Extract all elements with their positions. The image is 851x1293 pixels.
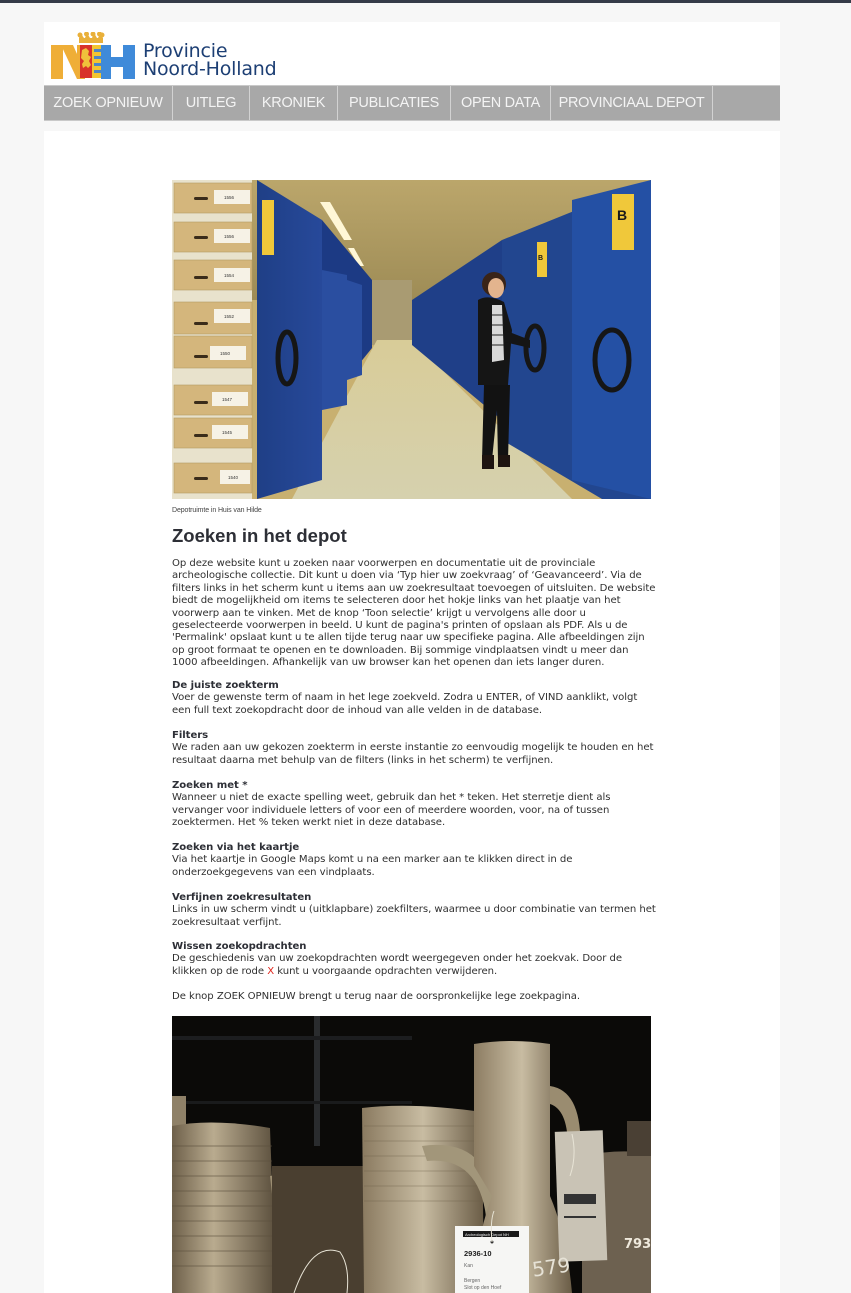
nav-zoek-opnieuw[interactable]: ZOEK OPNIEUW (44, 86, 173, 120)
page-title: Zoeken in het depot (172, 525, 347, 546)
logo-text (143, 42, 276, 80)
section-body: Links in uw scherm vindt u (uitklapbare) zoekfilters, waarmee u door combinatie van termen het zoekresultaat verfijnt. (172, 904, 656, 928)
section-body: Voer de gewenste term of naam in het lege zoekveld. Zodra u ENTER, of VIND aanklikt, volgt een full text zoekopdracht door de inhoud van alle velden in de database. (172, 692, 638, 716)
painted-number: 793 (624, 1237, 651, 1252)
nav-provinciaal-depot[interactable]: PROVINCIAAL DEPOT (551, 86, 713, 120)
section-title: De juiste zoekterm (172, 680, 279, 691)
logo-line-1: Provincie (143, 40, 228, 62)
box-label: 1554 (224, 273, 235, 278)
box-label: 1550 (220, 351, 231, 356)
intro-text: Op deze website kunt u zoeken naar voorwerpen en documentatie uit de provinciale archeologische collectie. Dit kunt u doen via ‘Typ hier uw zoekvraag’ of ‘Geavanceerd’. Via de filters links in het scherm kunt u items aan uw zoekresultaat toevoegen of uitsluiten. De website biedt de mogelijkheid om items te selecteren door het hokje links van het plaatje van het voorwerp aan te vinken. Met de knop ‘Toon selectie’ krijgt u vervolgens alle door u geselecteerde voorwerpen in beeld. U kunt de pagina's printen of opslaan als PDF. Als u de 'Permalink' opslaat kunt u te allen tijde terug naar uw specifieke pagina. Alle afbeeldingen zijn op groot formaat te openen en te downloaden. Bij sommige vindplaatsen vindt u meer dan 1000 afbeeldingen. Afhankelijk van uw browser kan het openen dan iets langer duren. (172, 558, 656, 669)
sign-letter: B (617, 207, 628, 223)
main-navigation (44, 85, 780, 121)
nav-open-data[interactable]: OPEN DATA (451, 86, 551, 120)
tag-type: Kan (464, 1263, 473, 1269)
section-body: Via het kaartje in Google Maps komt u na een marker aan te klikken direct in de onderzoekgegevens van een vindplaats. (172, 854, 573, 878)
box-label: 1556 (224, 234, 235, 239)
section-verfijnen (172, 892, 657, 929)
section-juiste-zoekterm (172, 680, 657, 717)
red-x-glyph: X (267, 965, 275, 977)
section-body-end: kunt u voorgaande opdrachten verwijderen. (274, 965, 498, 977)
section-zoeken-via-kaartje (172, 842, 657, 879)
closing-paragraph (172, 991, 657, 1003)
section-title: Zoeken met * (172, 780, 248, 791)
box-label: 1552 (224, 314, 235, 319)
section-title: Wissen zoekopdrachten (172, 941, 307, 952)
window-top-border (0, 0, 851, 3)
box-label: 1556 (224, 195, 235, 200)
box-label: 1545 (222, 430, 233, 435)
section-title: Zoeken via het kaartje (172, 842, 300, 853)
section-title: Filters (172, 730, 209, 741)
section-body: We raden aan uw gekozen zoekterm in eerste instantie zo eenvoudig mogelijk te houden en het resultaat daarna met behulp van de filters (links in het scherm) te verfijnen. (172, 742, 654, 766)
section-body-start: De geschiedenis van uw zoekopdrachten wordt weergegeven onder het zoekvak. Door de klikken op de rode (172, 953, 623, 977)
section-title: Verfijnen zoekresultaten (172, 892, 312, 903)
main-content (44, 131, 780, 1293)
tag-place: Bergen (464, 1278, 481, 1284)
tag-number: 2936-10 (464, 1249, 492, 1258)
photo-caption: Depotruimte in Huis van Hilde (172, 507, 262, 514)
box-label: 1547 (222, 397, 233, 402)
depot-aisle-image (172, 180, 651, 499)
section-wissen (172, 941, 657, 978)
section-body: Wanneer u niet de exacte spelling weet, gebruik dan het * teken. Het sterretje dient als vervanger voor individuele letters of voor een of meerdere woorden, voor, na of tussen zoektermen. Het % teken werkt niet in deze database. (172, 792, 611, 829)
sign-letter: B (538, 255, 544, 262)
site-header (44, 22, 780, 85)
logo-link[interactable] (51, 30, 291, 80)
jugs-image (172, 1016, 651, 1293)
logo-line-2: Noord-Holland (143, 58, 277, 80)
jugs-photo[interactable] (172, 1016, 651, 1293)
intro-paragraph (172, 558, 657, 670)
closing-text: De knop ZOEK OPNIEUW brengt u terug naar de oorspronkelijke lege zoekpagina. (172, 991, 581, 1002)
tag-header: Archeologisch Depot NH (465, 1232, 509, 1237)
noord-holland-logo-icon (51, 32, 135, 80)
section-body (172, 953, 657, 978)
section-zoeken-met-ster (172, 780, 657, 830)
nav-publicaties[interactable]: PUBLICATIES (338, 86, 451, 120)
depot-aisle-photo[interactable] (172, 180, 651, 499)
tag-site: Slot op den Hoef (464, 1285, 502, 1291)
section-filters (172, 730, 657, 767)
box-label: 1540 (228, 475, 239, 480)
nav-kroniek[interactable]: KRONIEK (250, 86, 338, 120)
nav-empty-item[interactable] (713, 86, 780, 120)
painted-number: 579 (530, 1252, 572, 1282)
nav-uitleg[interactable]: UITLEG (173, 86, 250, 120)
